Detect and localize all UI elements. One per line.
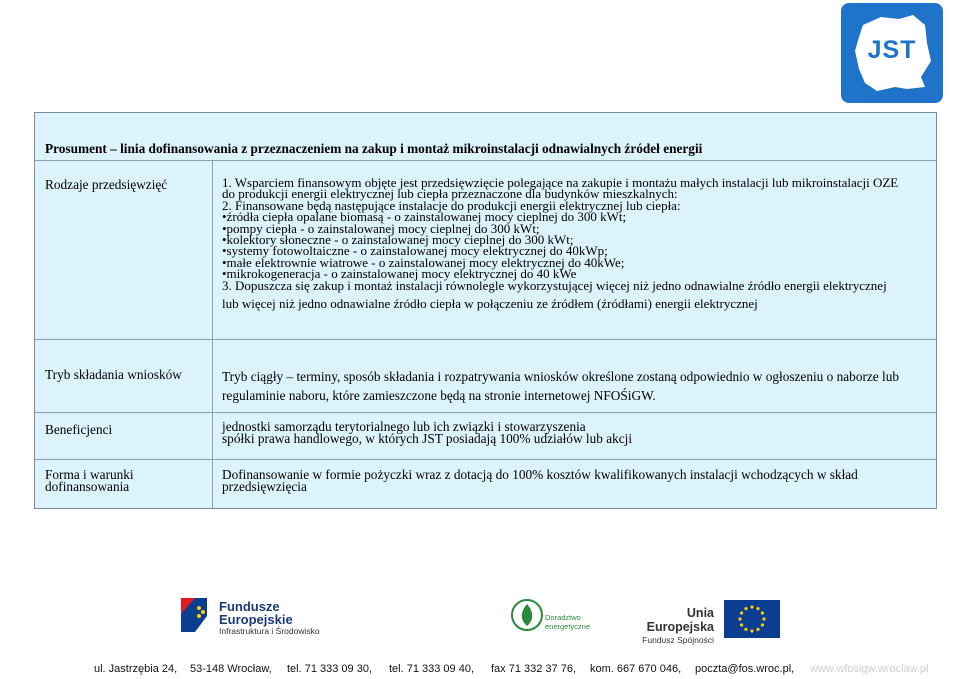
- text-line: spółki prawa handlowego, w których JST posiadają 100% udziałów lub akcji: [222, 431, 633, 446]
- row-label-beneficiaries: Beneficjenci: [45, 422, 113, 437]
- text-line: Tryb ciągły – terminy, sposób składania i rozpatrywania wniosków określone zostaną odpowiednio w ogłoszeniu o naborze lub: [222, 369, 900, 384]
- logo-text: Doradztwo: [545, 613, 581, 622]
- text-line: 2. Finansowane będą następujące instalacje do produkcji energii elektrycznej lub ciepła:: [222, 197, 681, 213]
- doradztwo-energetyczne-icon: [510, 598, 544, 632]
- table-divider: [35, 160, 936, 161]
- logo-text: Fundusz Spójności: [642, 635, 714, 645]
- text-line: Dofinansowanie w formie pożyczki wraz z dotacją do 100% kosztów kwalifikowanych instalacji wchodzących w skład: [222, 467, 858, 482]
- table-divider: [35, 339, 936, 340]
- row-label-financing-form: [45, 469, 134, 493]
- text-line: przedsięwzięcia: [222, 479, 307, 494]
- row-content-application-mode: [222, 367, 899, 405]
- footer-tel2: tel. 71 333 09 40,: [389, 663, 475, 675]
- info-table: [34, 112, 937, 509]
- text-line: dofinansowania: [45, 479, 130, 494]
- text-line: •źródła ciepła opalane biomasą - o zainstalowanej mocy cieplnej do 300 kWt;: [222, 209, 627, 225]
- table-header-title: Prosument – linia dofinansowania z przeznaczeniem na zakup i montaż mikroinstalacji odnawialnych źródeł energii: [45, 141, 703, 156]
- text-line: •systemy fotowoltaiczne - o zainstalowanej mocy elektrycznej do 40kWp;: [222, 243, 608, 259]
- table-divider: [35, 412, 936, 413]
- footer-street: ul. Jastrzębia 24,: [94, 663, 178, 675]
- footer-city: 53-148 Wrocław,: [190, 663, 272, 675]
- jst-logo: [841, 3, 943, 103]
- row-label-application-mode: Tryb składania wniosków: [45, 367, 182, 382]
- footer-email[interactable]: poczta@fos.wroc.pl,: [695, 663, 795, 675]
- row-content-types: [222, 175, 899, 312]
- row-content-financing-form: [222, 469, 858, 493]
- footer-mobile: kom. 667 670 046,: [590, 663, 682, 675]
- text-line: 1. Wsparciem finansowym objęte jest przedsięwzięcie polegające na zakupie i montażu małych instalacji lub mikroinstalacji OZE: [222, 175, 899, 190]
- logo-text: Unia Europejska: [646, 606, 714, 634]
- unia-europejska-text: [617, 606, 714, 646]
- footer-tel1: tel. 71 333 09 30,: [287, 663, 373, 675]
- table-column-divider: [212, 160, 213, 508]
- logo-text: Infrastruktura i Środowisko: [219, 626, 320, 636]
- fundusze-europejskie-text: [219, 600, 320, 637]
- footer-website[interactable]: www.wfosigw.wroclaw.pl: [810, 663, 929, 675]
- text-line: 3. Dopuszcza się zakup i montaż instalacji równolegle wykorzystującej więcej niż jedno odnawialne źródło energii elektrycznej: [222, 277, 887, 293]
- row-content-beneficiaries: [222, 421, 632, 445]
- text-line: do produkcji energii elektrycznej lub ciepła przeznaczone dla budynków mieszkalnych:: [222, 186, 678, 202]
- fundusze-europejskie-icon: [177, 592, 215, 642]
- logo-text: Fundusze: [219, 599, 280, 614]
- logo-text: Europejskie: [219, 612, 293, 627]
- text-line: jednostki samorządu terytorialnego lub ich związki i stowarzyszenia: [222, 419, 586, 434]
- footer-fax: fax 71 332 37 76,: [491, 663, 577, 675]
- text-line: lub więcej niż jedno odnawialne źródło ciepła w połączeniu ze źródłem (źródłami) energii elektrycznej: [222, 296, 758, 312]
- footer-logos: [0, 590, 960, 650]
- doradztwo-energetyczne-text: [545, 613, 590, 631]
- logo-text: energetyczne: [545, 622, 591, 631]
- text-line: •pompy ciepła - o zainstalowanej mocy cieplnej do 300 kWt;: [222, 220, 540, 236]
- eu-flag-icon: [724, 600, 780, 638]
- jst-logo-text: JST: [867, 36, 917, 64]
- text-line: regulaminie naboru, które zamieszczone będą na stronie internetowej NFOŚiGW.: [222, 388, 656, 403]
- table-divider: [35, 459, 936, 460]
- row-label-types: Rodzaje przedsięwzięć: [45, 177, 168, 192]
- text-line: •małe elektrownie wiatrowe - o zainstalowanej mocy elektrycznej do 40kWe;: [222, 254, 625, 270]
- text-line: •kolektory słoneczne - o zainstalowanej mocy cieplnej do 300 kWt;: [222, 232, 574, 248]
- text-line: •mikrokogeneracja - o zainstalowanej mocy elektrycznej do 40 kWe: [222, 266, 577, 282]
- text-line: Forma i warunki: [45, 467, 134, 482]
